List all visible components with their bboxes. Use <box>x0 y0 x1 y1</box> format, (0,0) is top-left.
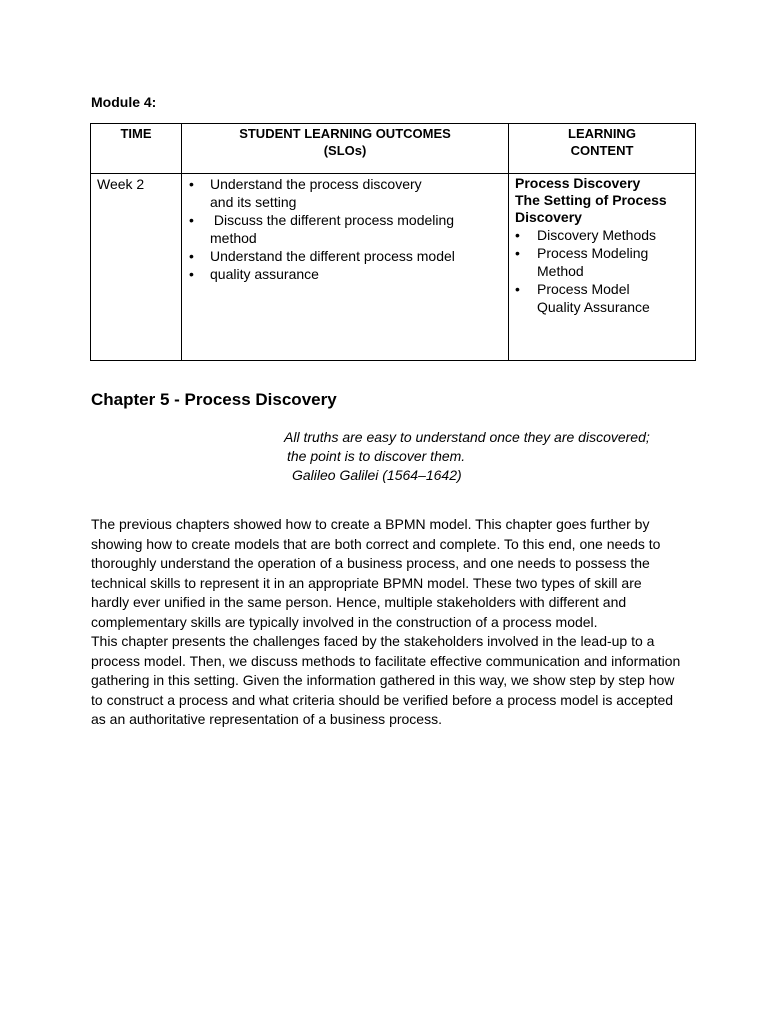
epigraph-quote <box>284 428 704 485</box>
chapter-body <box>91 515 683 730</box>
header-slos <box>182 124 509 174</box>
quote-attribution: Galileo Galilei (1564–1642) <box>292 467 462 483</box>
quote-line2: the point is to discover them. <box>287 448 466 464</box>
module-title: Module 4: <box>91 94 157 110</box>
content-heading: Process Discovery <box>515 175 641 191</box>
header-slos-line1: STUDENT LEARNING OUTCOMES <box>239 126 451 141</box>
learning-outcomes-table <box>90 123 696 361</box>
header-time <box>91 124 182 174</box>
slo-item-line2: method <box>210 230 257 246</box>
chapter-title: Chapter 5 - Process Discovery <box>91 390 337 409</box>
header-learning-content <box>509 124 696 174</box>
slo-item <box>182 265 508 283</box>
content-item-line1: • Discovery Methods <box>537 227 657 243</box>
content-list <box>515 226 695 316</box>
content-item-line1: • Process Model <box>537 281 630 297</box>
slo-item-line2: and its setting <box>210 194 297 210</box>
slo-cell <box>182 174 509 361</box>
content-subheading-line1: The Setting of Process <box>515 192 667 208</box>
table-row <box>91 174 696 361</box>
header-slos-line2: (SLOs) <box>323 143 367 158</box>
slo-list <box>182 175 508 283</box>
quote-line1: All truths are easy to understand once they are discovered; <box>284 429 650 445</box>
content-subheading-line2: Discovery <box>515 209 582 225</box>
content-item-line1: • Process Modeling <box>537 245 649 261</box>
slo-item-line1: • quality assurance <box>210 266 319 282</box>
week-label: Week 2 <box>97 176 145 192</box>
header-time-label: TIME <box>120 126 152 141</box>
content-item-line2: Quality Assurance <box>537 299 650 315</box>
learning-content-cell <box>509 174 696 361</box>
header-content-line2: CONTENT <box>570 143 634 158</box>
slo-item-line1: • Understand the process discovery <box>210 176 422 192</box>
content-item <box>515 226 695 244</box>
content-item-line2: Method <box>537 263 584 279</box>
slo-item <box>182 175 508 211</box>
slo-item-line1: • Discuss the different process modeling <box>210 212 455 228</box>
slo-item <box>182 247 508 265</box>
body-paragraph: The previous chapters showed how to create a BPMN model. This chapter goes further by showing how to create models that are both correct and complete. To this end, one needs to thoroughly understand the operation of a business process, and one needs to possess the technical skills to represent it in an appropriate BPMN model. These two types of skill are hardly ever unified in the same person. Hence, multiple stakeholders with different and complementary skills are typically involved in the construction of a process model. <box>91 516 661 630</box>
slo-item-line1: • Understand the different process model <box>210 248 455 264</box>
content-item <box>515 280 695 316</box>
time-cell <box>91 174 182 361</box>
body-paragraph: This chapter presents the challenges faced by the stakeholders involved in the lead-up to a process model. Then, we discuss methods to facilitate effective communication and information gathering in this setting. Given the information gathered in this way, we show step by step how to construct a process and what criteria should be verified before a process model is accepted as an authoritative representation of a business process. <box>91 633 681 727</box>
header-content-line1: LEARNING <box>568 126 636 141</box>
table-header-row <box>91 124 696 174</box>
slo-item <box>182 211 508 247</box>
content-item <box>515 244 695 280</box>
